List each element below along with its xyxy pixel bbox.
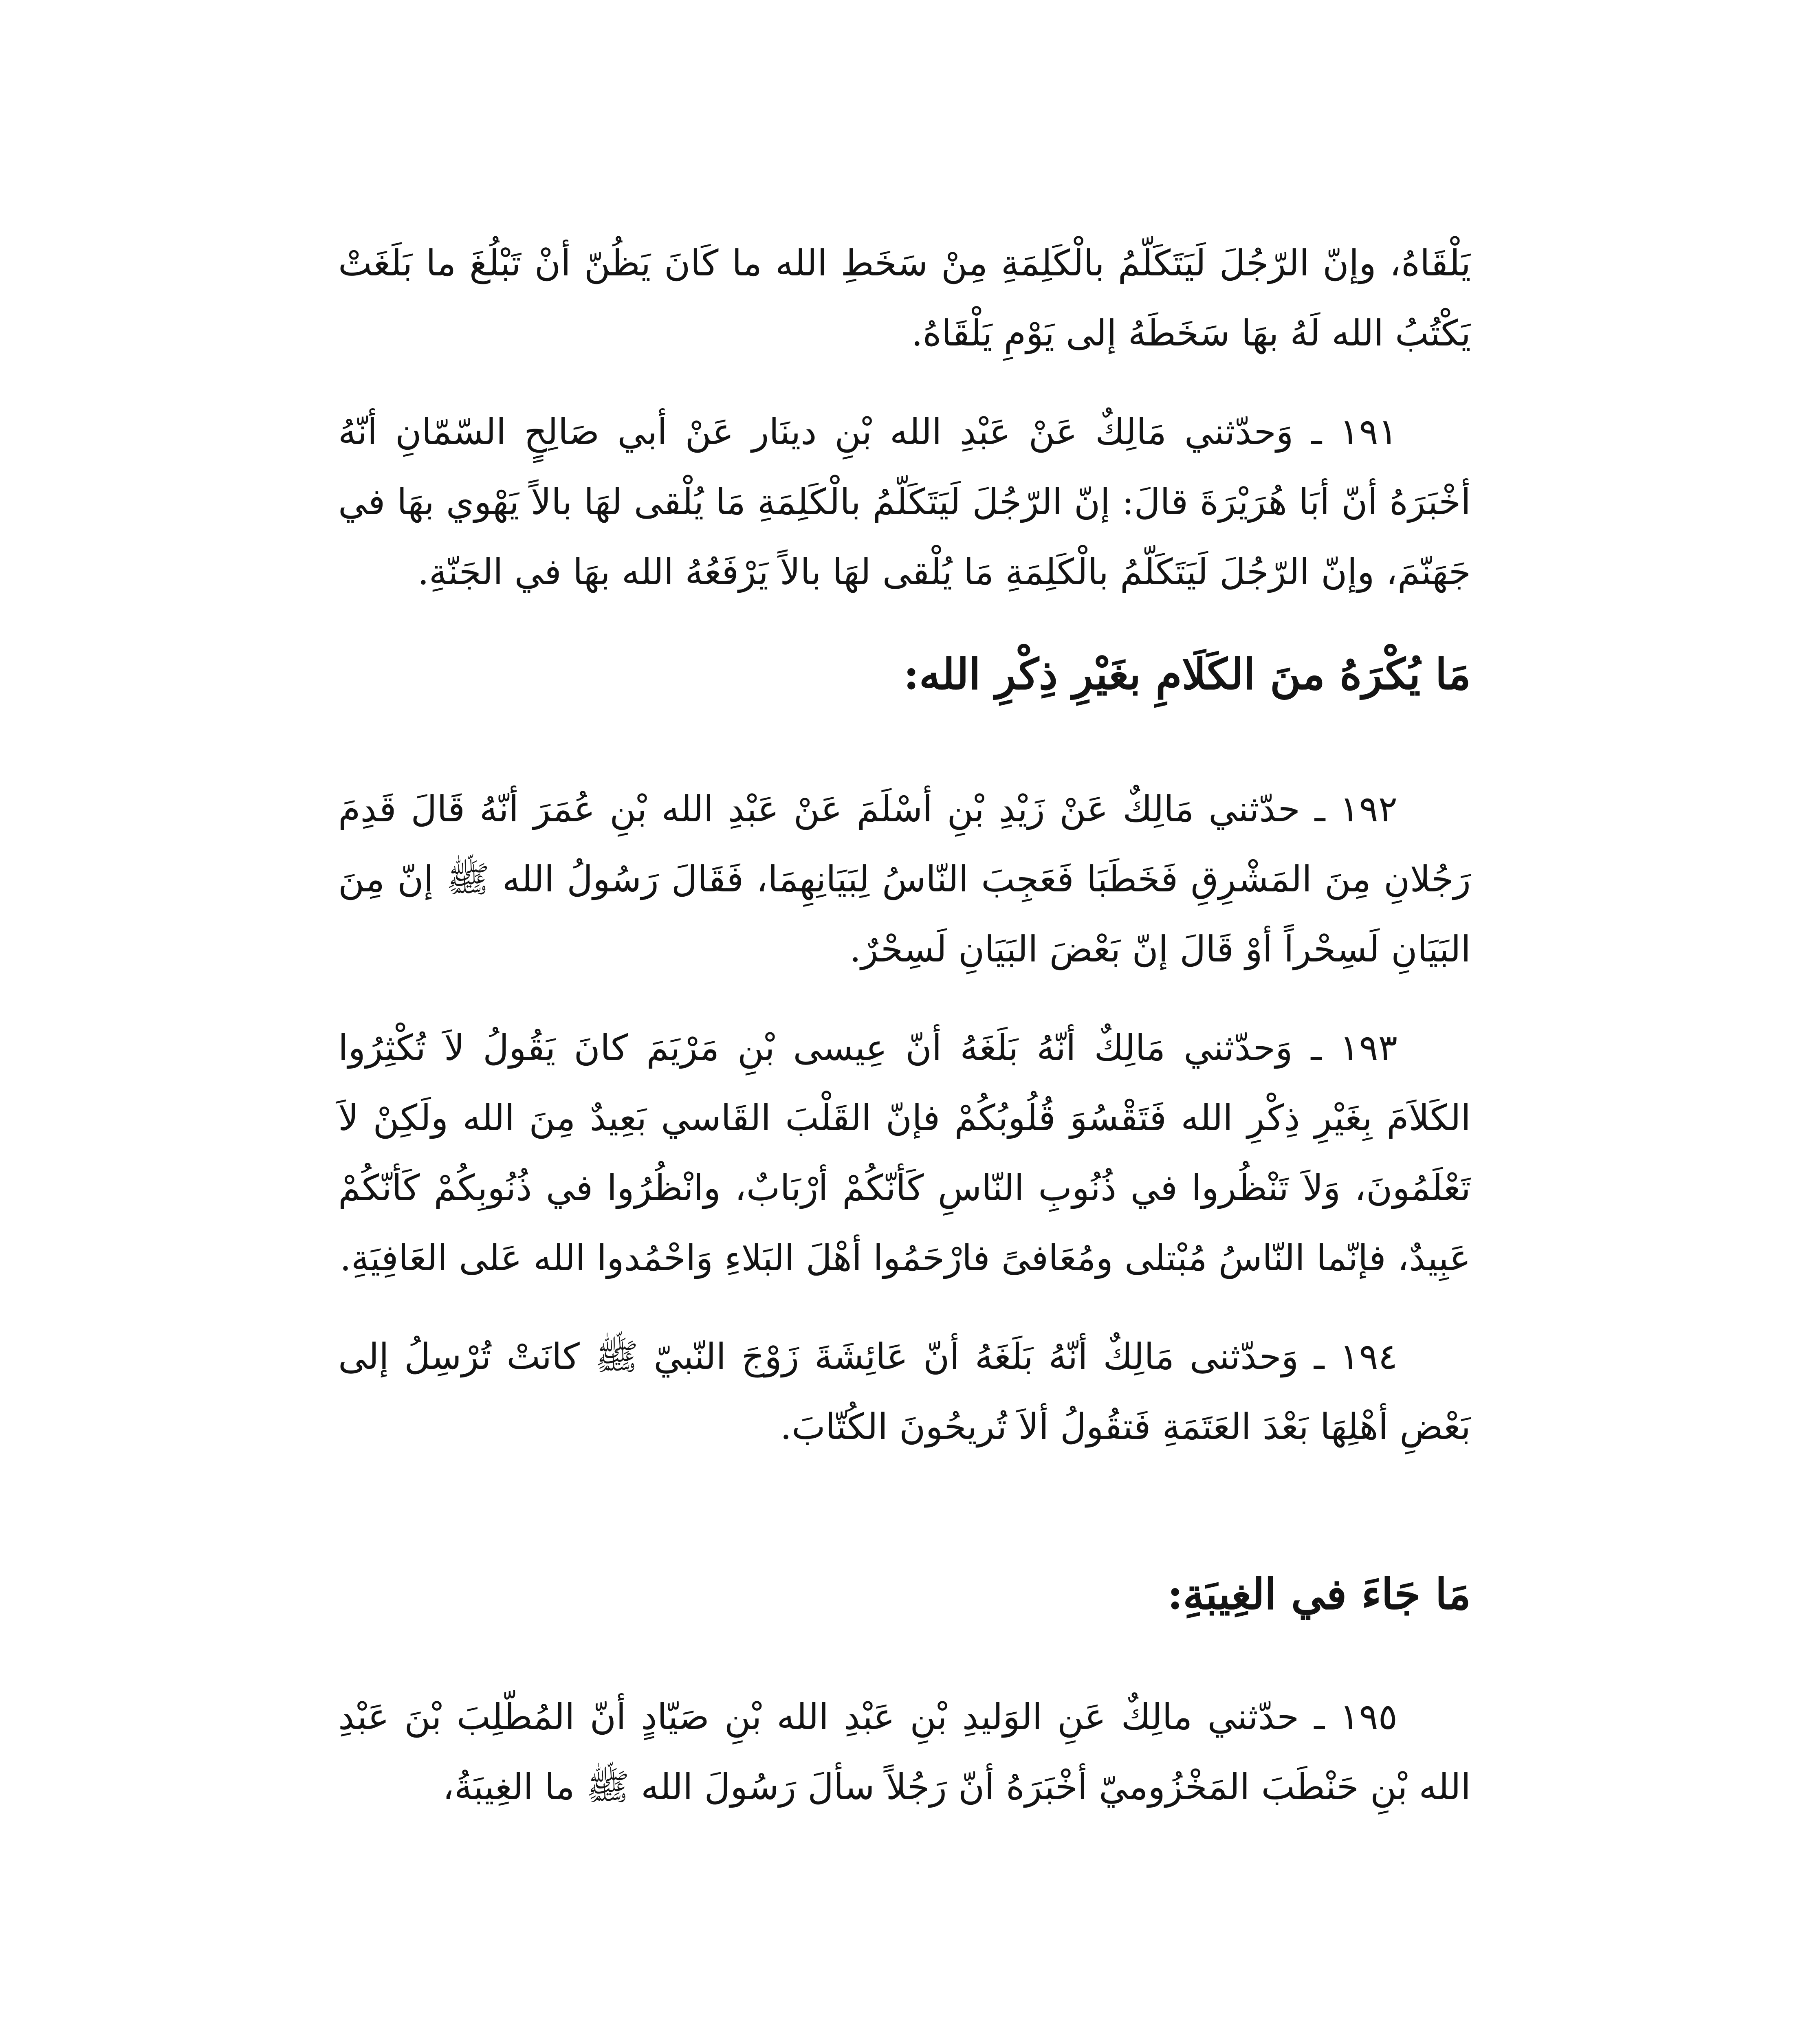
section-heading-backbiting: مَا جَاءَ في الغِيبَةِ: bbox=[1167, 1569, 1471, 1619]
paragraph-193: ١٩٣ ـ وَحدّثني مَالِكٌ أنّهُ بَلَغَهُ أنّ عِيسى بْنِ مَرْيَمَ كانَ يَقُولُ لاَ تُكْثِرُوا الكَلاَمَ بِغَيْرِ ذِكْرِ الله فَتَقْسُوَ قُلُوبُكُمْ فإنّ القَلْبَ القَاسي بَعِيدٌ مِنَ الله ولَكِنْ لاَ تَعْلَمُونَ، وَلاَ تَنْظُروا في ذُنُوبِ النّاسِ كَأنّكُمْ أرْبَابٌ، وانْظُرُوا في ذُنُوبِكُمْ كَأنّكُمْ عَبِيدٌ، فإنّما النّاسُ مُبْتلى ومُعَافىً فارْحَمُوا أهْلَ البَلاءِ وَاحْمُدوا الله عَلى العَافِيَةِ. bbox=[338, 1027, 1471, 1279]
paragraph-191: ١٩١ ـ وَحدّثني مَالِكٌ عَنْ عَبْدِ الله بْنِ دينَار عَنْ أبي صَالِحٍ السّمّانِ أنّهُ أخْبَرَهُ أنّ أبَا هُرَيْرَةَ قالَ: إنّ الرّجُلَ لَيَتَكَلّمُ بالْكَلِمَةِ مَا يُلْقى لهَا بالاً يَهْوي بهَا في جَهَنّمَ، وإنّ الرّجُلَ لَيَتَكَلّمُ بالْكَلِمَةِ مَا يُلْقى لهَا بالاً يَرْفَعُهُ الله بهَا في الجَنّةِ. bbox=[338, 411, 1471, 593]
section-heading-speech-without-remembrance: مَا يُكْرَهُ منَ الكَلَامِ بغَيْرِ ذِكْرِ الله: bbox=[903, 649, 1471, 699]
paragraph-192: ١٩٢ ـ حدّثني مَالِكٌ عَنْ زَيْدِ بْنِ أسْلَمَ عَنْ عَبْدِ الله بْنِ عُمَرَ أنّهُ قَالَ قَدِمَ رَجُلانِ مِنَ المَشْرِقِ فَخَطَبَا فَعَجِبَ النّاسُ لِبَيَانِهِمَا، فَقَالَ رَسُولُ الله ﷺ إنّ مِنَ البَيَانِ لَسِحْراً أوْ قَالَ إنّ بَعْضَ البَيَانِ لَسِحْرٌ. bbox=[338, 788, 1471, 970]
page-content bbox=[338, 228, 1471, 1850]
paragraph-195: ١٩٥ ـ حدّثني مالِكٌ عَنِ الوَليدِ بْنِ عَبْدِ الله بْنِ صَيّادٍ أنّ المُطّلِبَ بْنَ عَبْدِ الله بْنِ حَنْطَبَ المَخْزُوميّ أخْبَرَهُ أنّ رَجُلاً سألَ رَسُولَ الله ﷺ ما الغِيبَةُ، bbox=[338, 1696, 1471, 1808]
paragraph-190-continuation: يَلْقَاهُ، وإنّ الرّجُلَ لَيَتَكَلّمُ بالْكَلِمَةِ مِنْ سَخَطِ الله ما كَانَ يَظُنّ أنْ تَبْلُغَ ما بَلَغَتْ يَكْتُبُ الله لَهُ بهَا سَخَطَهُ إلى يَوْمِ يَلْقَاهُ. bbox=[338, 242, 1471, 354]
paragraph-194: ١٩٤ ـ وَحدّثنى مَالِكٌ أنّهُ بَلَغَهُ أنّ عَائِشَةَ زَوْجَ النّبيّ ﷺ كانَتْ تُرْسِلُ إلى بَعْضِ أهْلِهَا بَعْدَ العَتَمَةِ فَتقُولُ ألاَ تُريحُونَ الكُتّابَ. bbox=[338, 1335, 1471, 1447]
